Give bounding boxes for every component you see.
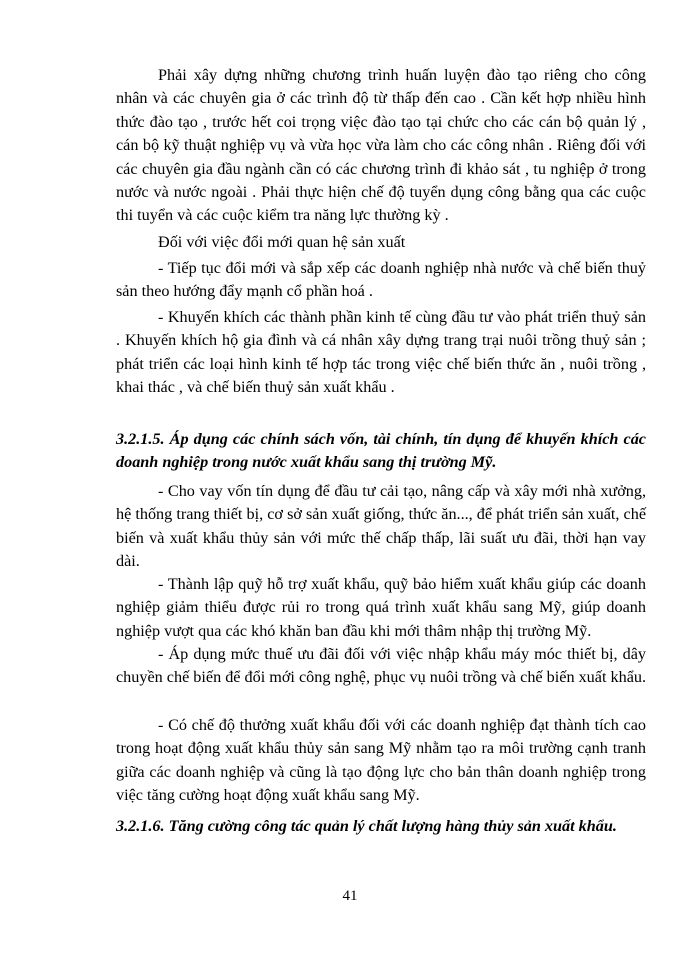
section-heading-3-2-1-5: 3.2.1.5. Áp dụng các chính sách vốn, tài chính, tín dụng để khuyến khích các doanh nghiệp trong nước xuất khẩu sang thị trường Mỹ. [116, 430, 646, 472]
paragraph-enterprise-reform: - Tiếp tục đổi mới và sắp xếp các doanh nghiệp nhà nước và chế biến thuỷ sản theo hướng đẩy mạnh cổ phần hoá . [116, 259, 646, 301]
paragraph-investment-encouragement: - Khuyến khích các thành phần kinh tế cùng đầu tư vào phát triển thuỷ sản . Khuyến khích hộ gia đình và cá nhân xây dựng trang trại nuôi trồng thuỷ sản ; phát triển các loại hình kinh tế hợp tác trong việc chế biến thức ăn , nuôi trồng , khai thác , và chế biến thuỷ sản xuất khẩu . [116, 308, 646, 397]
section-heading-3-2-1-6: 3.2.1.6. Tăng cường công tác quản lý chất lượng hàng thủy sản xuất khẩu. [116, 817, 617, 835]
paragraph-export-fund: - Thành lập quỹ hỗ trợ xuất khẩu, quỹ bảo hiểm xuất khẩu giúp các doanh nghiệp giảm thiểu được rủi ro trong quá trình xuất khẩu sang Mỹ, giúp doanh nghiệp vượt qua các khó khăn ban đầu khi mới thâm nhập thị trường Mỹ. [116, 575, 646, 640]
paragraph-credit-loans: - Cho vay vốn tín dụng để đầu tư cải tạo, nâng cấp và xây mới nhà xưởng, hệ thống trang thiết bị, cơ sở sản xuất giống, thức ăn..., để phát triển sản xuất, chế biến và xuất khẩu thủy sản với mức thế chấp thấp, lãi suất ưu đãi, thời hạn vay dài. [116, 482, 646, 571]
paragraph-training-programs: Phải xây dựng những chương trình huấn luyện đào tạo riêng cho công nhân và các chuyên gia ở các trình độ từ thấp đến cao . Cần kết hợp nhiều hình thức đào tạo , trước hết coi trọng việc đào tạo tại chức cho các cán bộ quản lý , cán bộ kỹ thuật nghiệp vụ và vừa học vừa làm cho các công nhân . Riêng đối với các chuyên gia đầu ngành cần có các chương trình đi khảo sát , tu nghiệp ở trong nước và nước ngoài . Phải thực hiện chế độ tuyển dụng công bằng qua các cuộc thi tuyển và các cuộc kiểm tra năng lực thường kỳ . [116, 66, 646, 225]
page-number: 41 [342, 888, 358, 904]
paragraph-production-relations: Đối với việc đổi mới quan hệ sản xuất [158, 233, 406, 251]
paragraph-export-rewards: - Có chế độ thưởng xuất khẩu đối với các doanh nghiệp đạt thành tích cao trong hoạt động xuất khẩu thủy sản sang Mỹ nhằm tạo ra môi trường cạnh tranh giữa các doanh nghiệp và cũng là tạo động lực cho bản thân doanh nghiệp trong việc tăng cường hoạt động xuất khẩu sang Mỹ. [116, 716, 646, 805]
paragraph-tax-incentives: - Áp dụng mức thuế ưu đãi đối với việc nhập khẩu máy móc thiết bị, dây chuyền chế biến để đổi mới công nghệ, phục vụ nuôi trồng và chế biến xuất khẩu. [116, 645, 647, 687]
